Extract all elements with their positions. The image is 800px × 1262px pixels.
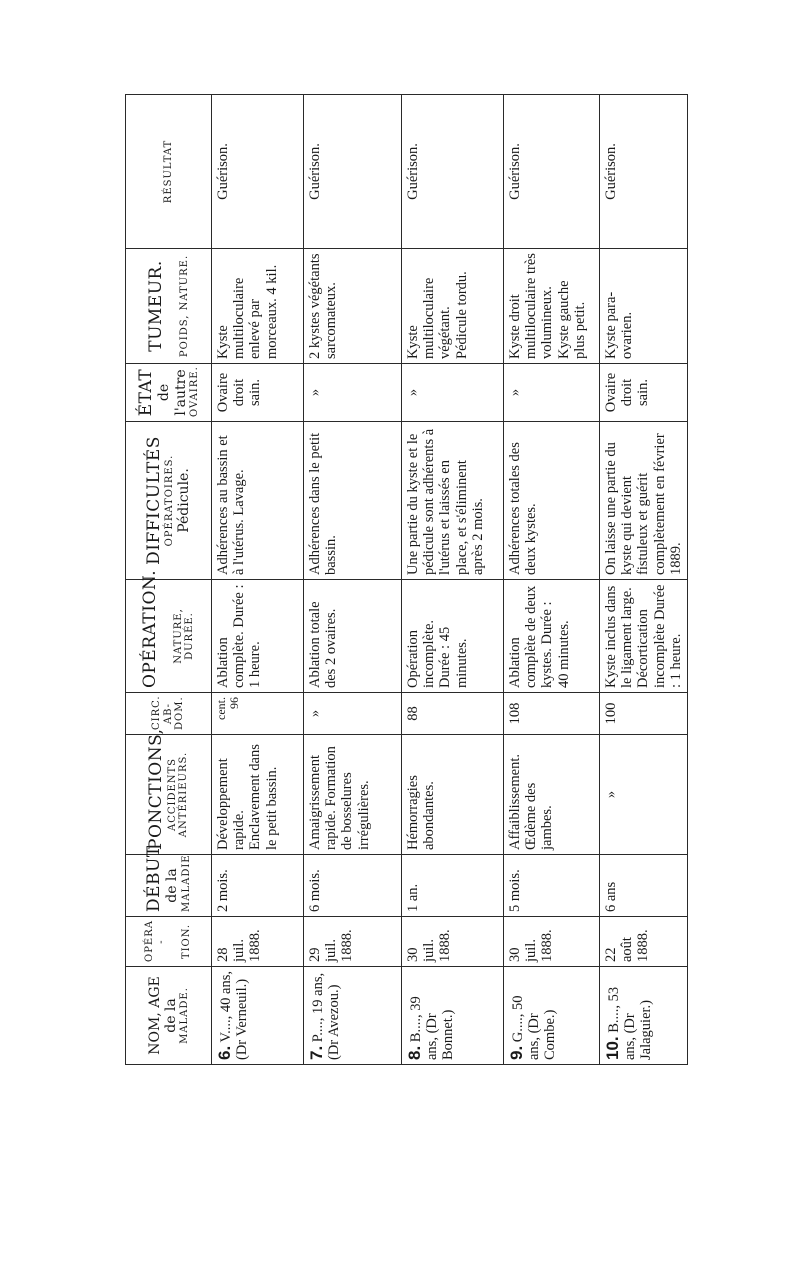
cell-nom: 10. B...., 53 ans, (Dr Jalaguier.) <box>600 967 688 1065</box>
cell-debut: 5 mois. <box>504 855 600 917</box>
cell-circ: » <box>304 693 402 735</box>
cell-circ: 100 <box>600 693 688 735</box>
header-debut: DÉBUT de la MALADIE <box>126 855 212 917</box>
cell-operation: Kyste inclus dans le ligament large. Décortication incomplète Durée : 1 heure. <box>600 580 688 693</box>
cell-operation: Opération incomplète. Durée : 45 minutes. <box>402 580 504 693</box>
table-row <box>600 95 688 1065</box>
cell-ponctions: Amaigrissement rapide. Formation de bosselures irrégulières. <box>304 735 402 855</box>
rotated-table-wrapper <box>125 95 684 1065</box>
cell-difficultes: Adhérences dans le petit bassin. <box>304 422 402 580</box>
cell-nom: 8. B...., 39 ans, (Dr Bonnet.) <box>402 967 504 1065</box>
header-row <box>126 95 212 1065</box>
cell-tumeur: Kyste droit multiloculaire très volumineux. Kyste gauche plus petit. <box>504 249 600 364</box>
cell-nom: 6. V...., 40 ans, (Dr Verneuil.) <box>212 967 304 1065</box>
cell-operation: Ablation complète. Durée : 1 heure. <box>212 580 304 693</box>
cell-difficultes: Adhérences au bassin et à l'utérus. Lavage. <box>212 422 304 580</box>
header-resultat: RÉSULTAT <box>126 95 212 249</box>
cell-nom: 9. G...., 50 ans, (Dr Combe.) <box>504 967 600 1065</box>
cell-debut: 6 ans <box>600 855 688 917</box>
cell-tumeur: 2 kystes végétants sarcomateux. <box>304 249 402 364</box>
cell-circ: cent. 96 <box>212 693 304 735</box>
cell-date: 28 juil. 1888. <box>212 917 304 967</box>
cell-operation: Ablation complète de deux kystes. Durée : 40 minutes. <box>504 580 600 693</box>
cell-ponctions: » <box>600 735 688 855</box>
table-row <box>304 95 402 1065</box>
cell-nom: 7. P...., 19 ans, (Dr Avezou.) <box>304 967 402 1065</box>
cell-difficultes: Adhérences totales des deux kystes. <box>504 422 600 580</box>
cell-tumeur: Kyste multiloculaire enlevé par morceaux. 4 kil. <box>212 249 304 364</box>
cell-ponctions: Développement rapide. Enclavement dans le petit bassin. <box>212 735 304 855</box>
cell-etat: Ovaire droit sain. <box>600 364 688 422</box>
cell-circ: 108 <box>504 693 600 735</box>
cell-date: 22 août 1888. <box>600 917 688 967</box>
cell-ponctions: Hémorragies abondantes. <box>402 735 504 855</box>
header-tumeur: TUMEUR. POIDS, NATURE. <box>126 249 212 364</box>
cell-etat: » <box>402 364 504 422</box>
cell-debut: 6 mois. <box>304 855 402 917</box>
table-row <box>504 95 600 1065</box>
cell-date: 29 juil. 1888. <box>304 917 402 967</box>
table-row <box>402 95 504 1065</box>
header-circ: CIRC. AB- DOM. <box>126 693 212 735</box>
cell-resultat: Guérison. <box>600 95 688 249</box>
header-operation: OPÉRATION. NATURE, DURÉE. <box>126 580 212 693</box>
cell-etat: » <box>504 364 600 422</box>
table-row <box>212 95 304 1065</box>
cell-debut: 2 mois. <box>212 855 304 917</box>
cell-circ: 88 <box>402 693 504 735</box>
cell-etat: Ovaire droit sain. <box>212 364 304 422</box>
cell-etat: » <box>304 364 402 422</box>
cell-tumeur: Kyste multiloculaire végétant. Pédicule tordu. <box>402 249 504 364</box>
cell-date: 30 juil. 1888. <box>402 917 504 967</box>
header-ponctions: PONCTIONS, ACCIDENTS ANTÉRIEURS. <box>126 735 212 855</box>
cell-resultat: Guérison. <box>304 95 402 249</box>
cell-difficultes: On laisse une partie du kyste qui devient fistuleux et guérit complètement en février 1889. <box>600 422 688 580</box>
cell-difficultes: Une partie du kyste et le pédicule sont adhérents à l'utérus et laissés en place, et s'éliminent après 2 mois. <box>402 422 504 580</box>
cell-resultat: Guérison. <box>402 95 504 249</box>
cell-operation: Ablation totale des 2 ovaires. <box>304 580 402 693</box>
header-etat: ÉTAT de l'autre OVAIRE. <box>126 364 212 422</box>
cell-ponctions: Affaiblissement. Œdème des jambes. <box>504 735 600 855</box>
cell-resultat: Guérison. <box>212 95 304 249</box>
cell-resultat: Guérison. <box>504 95 600 249</box>
header-difficultes: DIFFICULTÉS OPÉRATOIRES. Pédicule. <box>126 422 212 580</box>
surgery-cases-table <box>125 94 688 1065</box>
header-nom: NOM, AGE de la MALADE. <box>126 967 212 1065</box>
header-operation-date: OPÉRA - TION. <box>126 917 212 967</box>
cell-date: 30 juil. 1888. <box>504 917 600 967</box>
cell-debut: 1 an. <box>402 855 504 917</box>
cell-tumeur: Kyste para-ovarien. <box>600 249 688 364</box>
